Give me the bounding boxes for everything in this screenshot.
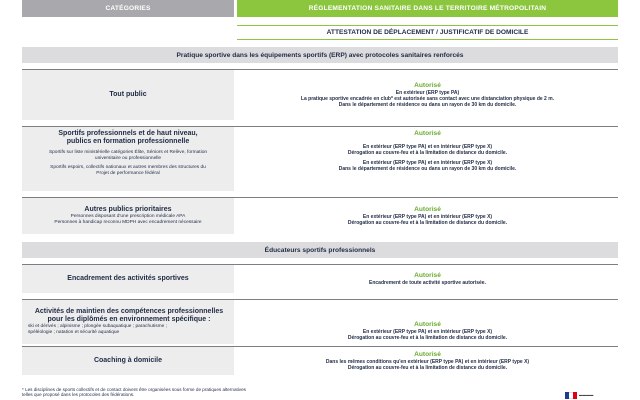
footnote-line: telles que proposé dans les protocoles des fédérations.: [22, 392, 135, 398]
category-subtext: ski et dérivés ; alpinisme ; plongée subaquatique ; parachutisme ;: [28, 324, 167, 330]
flag-icon: [565, 392, 577, 399]
table-row-maintien-competences: [22, 299, 618, 344]
regulation-line: Dérogation au couvre-feu et à la limitation de distance du domicile.: [347, 365, 508, 371]
regulation-line: En extérieur (ERP type PA) et en intérieur (ERP type X): [362, 214, 493, 220]
category-cell: [22, 265, 234, 293]
category-cell: [22, 347, 234, 375]
status-badge: Autorisé: [414, 272, 441, 279]
category-cell: [22, 127, 234, 191]
category-cell: [22, 198, 234, 234]
regulation-cell: [237, 70, 618, 120]
status-badge: Autorisé: [414, 130, 441, 137]
regulation-line: Dans les mêmes conditions qu'en extérieur (ERP type PA) et en intérieur (ERP type X): [325, 359, 530, 365]
regulation-line: Dans le département de résidence ou dans un rayon de 30 km du domicile.: [338, 166, 517, 172]
attestation-header: [22, 25, 618, 40]
regulation-line: Dérogation au couvre-feu et à la limitation de distance du domicile.: [347, 150, 508, 156]
category-title: Activités de maintien des compétences professionnelles: [34, 308, 224, 316]
header-categories: CATÉGORIES: [22, 0, 234, 17]
regulation-line: En extérieur (ERP type PA): [395, 90, 460, 96]
regulation-line: La pratique sportive encadrée en club* est autorisée sans contact avec une distanciation physique de 2 m.: [300, 96, 555, 102]
category-title: pour les diplômés en environnement spécifique :: [47, 316, 211, 324]
category-title: Coaching à domicile: [93, 357, 163, 364]
category-subtext: Personnes à handicap reconnu MDPH avec encadrement nécessaire: [54, 220, 202, 225]
section-educateurs: Éducateurs sportifs professionnels: [22, 242, 618, 258]
table-header: [22, 0, 618, 17]
regulation-cell: [237, 300, 618, 344]
category-title: Tout public: [109, 91, 147, 98]
status-badge: Autorisé: [414, 321, 441, 328]
regulation-line: Dans le département de résidence ou dans un rayon de 30 km du domicile.: [338, 102, 517, 108]
regulation-line: En extérieur (ERP type PA) et en intérieur (ERP type X): [362, 144, 493, 150]
status-badge: Autorisé: [414, 351, 441, 358]
government-logo: [565, 391, 609, 399]
status-badge: Autorisé: [414, 82, 441, 89]
category-title: publics en formation professionnelle: [66, 138, 190, 145]
category-cell: [22, 70, 234, 120]
table-row-coaching: [22, 346, 618, 375]
header-reglementation: RÉGLEMENTATION SANITAIRE DANS LE TERRITOIRE MÉTROPOLITAIN: [237, 0, 618, 17]
table-row-tout-public: [22, 69, 618, 120]
regulation-line: Encadrement de toute activité sportive autorisée.: [369, 280, 486, 286]
category-title: Encadrement des activités sportives: [67, 275, 189, 282]
regulation-cell: [237, 265, 618, 293]
category-subtext: spéléologie ; natation et sécurité aquatique: [28, 330, 120, 335]
footnote: [22, 387, 246, 397]
status-badge: Autorisé: [414, 206, 441, 213]
table-row-autres-publics: [22, 197, 618, 234]
regulation-table: [22, 0, 618, 375]
category-subtext: Personnes disposant d'une prescription médicale APA: [70, 214, 186, 220]
category-title: Autres publics prioritaires: [84, 206, 172, 214]
regulation-line: En extérieur (ERP type PA) et en intérieur (ERP type X): [362, 329, 493, 335]
category-subtext: Sportifs espoirs, collectifs nationaux et autres membres des structures du Projet de performance fédéral: [50, 165, 206, 176]
section-equipements: Pratique sportive dans les équipements sportifs (ERP) avec protocoles sanitaires renforcés: [22, 47, 618, 63]
footnote-line: * Les disciplines de sports collectifs et de contact doivent être organisées sous forme de pratiques alternatives: [22, 387, 246, 392]
category-subtext: Sportifs sur liste ministérielle catégories Élite, Séniors et Relève, formation universitaire ou professionnelle: [48, 150, 208, 161]
category-title: Sportifs professionnels et de haut niveau,: [58, 130, 198, 137]
regulation-line: Dérogation au couvre-feu et à la limitation de distance du domicile.: [347, 335, 508, 341]
blank-cell: [22, 25, 234, 40]
category-cell: [22, 300, 234, 344]
logo-mark: ▬▬▬▬: [579, 393, 594, 397]
attestation-label: ATTESTATION DE DÉPLACEMENT / JUSTIFICATIF DE DOMICILE: [237, 25, 618, 40]
regulation-cell: [237, 347, 618, 375]
regulation-cell: [237, 198, 618, 234]
regulation-line: Dérogation au couvre-feu et à la limitation de distance du domicile.: [347, 220, 508, 226]
table-row-encadrement: [22, 264, 618, 293]
regulation-line: En extérieur (ERP type PA) et en intérieur (ERP type X): [362, 160, 493, 166]
table-row-sportifs-pro: [22, 126, 618, 191]
regulation-cell: [237, 127, 618, 191]
